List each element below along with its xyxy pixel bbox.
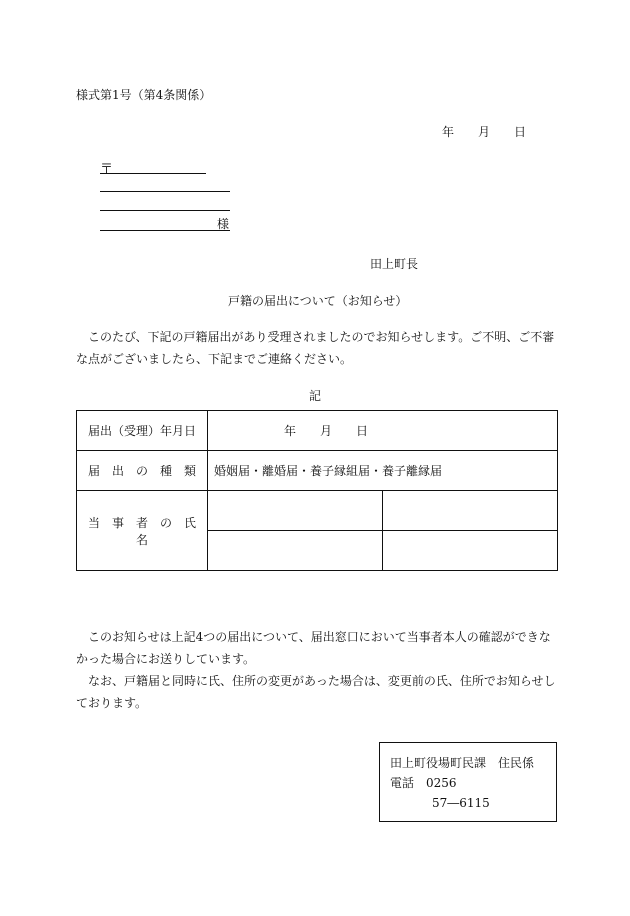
contact-phone-label: 電話 0256 xyxy=(390,776,457,790)
contact-office: 田上町役場町民課 住民係 xyxy=(390,756,535,770)
honorific-sama: 様 xyxy=(217,217,230,231)
row-label-parties: 当 事 者 の 氏 名 xyxy=(77,491,208,571)
intro-paragraph: このたび、下記の戸籍届出があり受理されましたのでお知らせします。ご不明、ご不審な点がございましたら、下記までご連絡ください。 xyxy=(76,330,555,366)
sender-name: 田上町長 xyxy=(370,257,419,271)
address-line-2 xyxy=(100,210,230,211)
address-line-1 xyxy=(100,191,230,192)
postal-mark: 〒 xyxy=(100,162,114,177)
contact-phone-number: 57―6115 xyxy=(432,796,490,810)
name-line xyxy=(100,230,230,231)
note-paragraph-1: このお知らせは上記4つの届出について、届出窓口において当事者本人の確認ができなかった場合にお送りしています。 xyxy=(76,630,551,666)
party-cell-1a xyxy=(208,491,383,531)
row-label-date: 届出（受理）年月日 xyxy=(77,411,208,451)
row-value-date: 年 月 日 xyxy=(208,411,558,451)
table-row-type xyxy=(77,451,558,491)
party-cell-2a xyxy=(208,531,383,571)
document-title: 戸籍の届出について（お知らせ） xyxy=(228,294,408,308)
contact-box xyxy=(379,742,557,822)
row-value-type: 婚姻届・離婚届・養子縁組届・養子離縁届 xyxy=(208,451,558,491)
note-paragraph-2: なお、戸籍届と同時に氏、住所の変更があった場合は、変更前の氏、住所でお知らせしております。 xyxy=(76,674,556,710)
row-label-type: 届 出 の 種 類 xyxy=(77,451,208,491)
ki-label: 記 xyxy=(309,389,322,403)
party-cell-2b xyxy=(383,531,558,571)
date-line: 年 月 日 xyxy=(442,125,527,139)
party-cell-1b xyxy=(383,491,558,531)
postal-code-line xyxy=(100,173,206,174)
form-number: 様式第1号（第4条関係） xyxy=(76,88,212,102)
record-table xyxy=(76,410,558,571)
table-row-date xyxy=(77,411,558,451)
table-row-parties-1 xyxy=(77,491,558,531)
